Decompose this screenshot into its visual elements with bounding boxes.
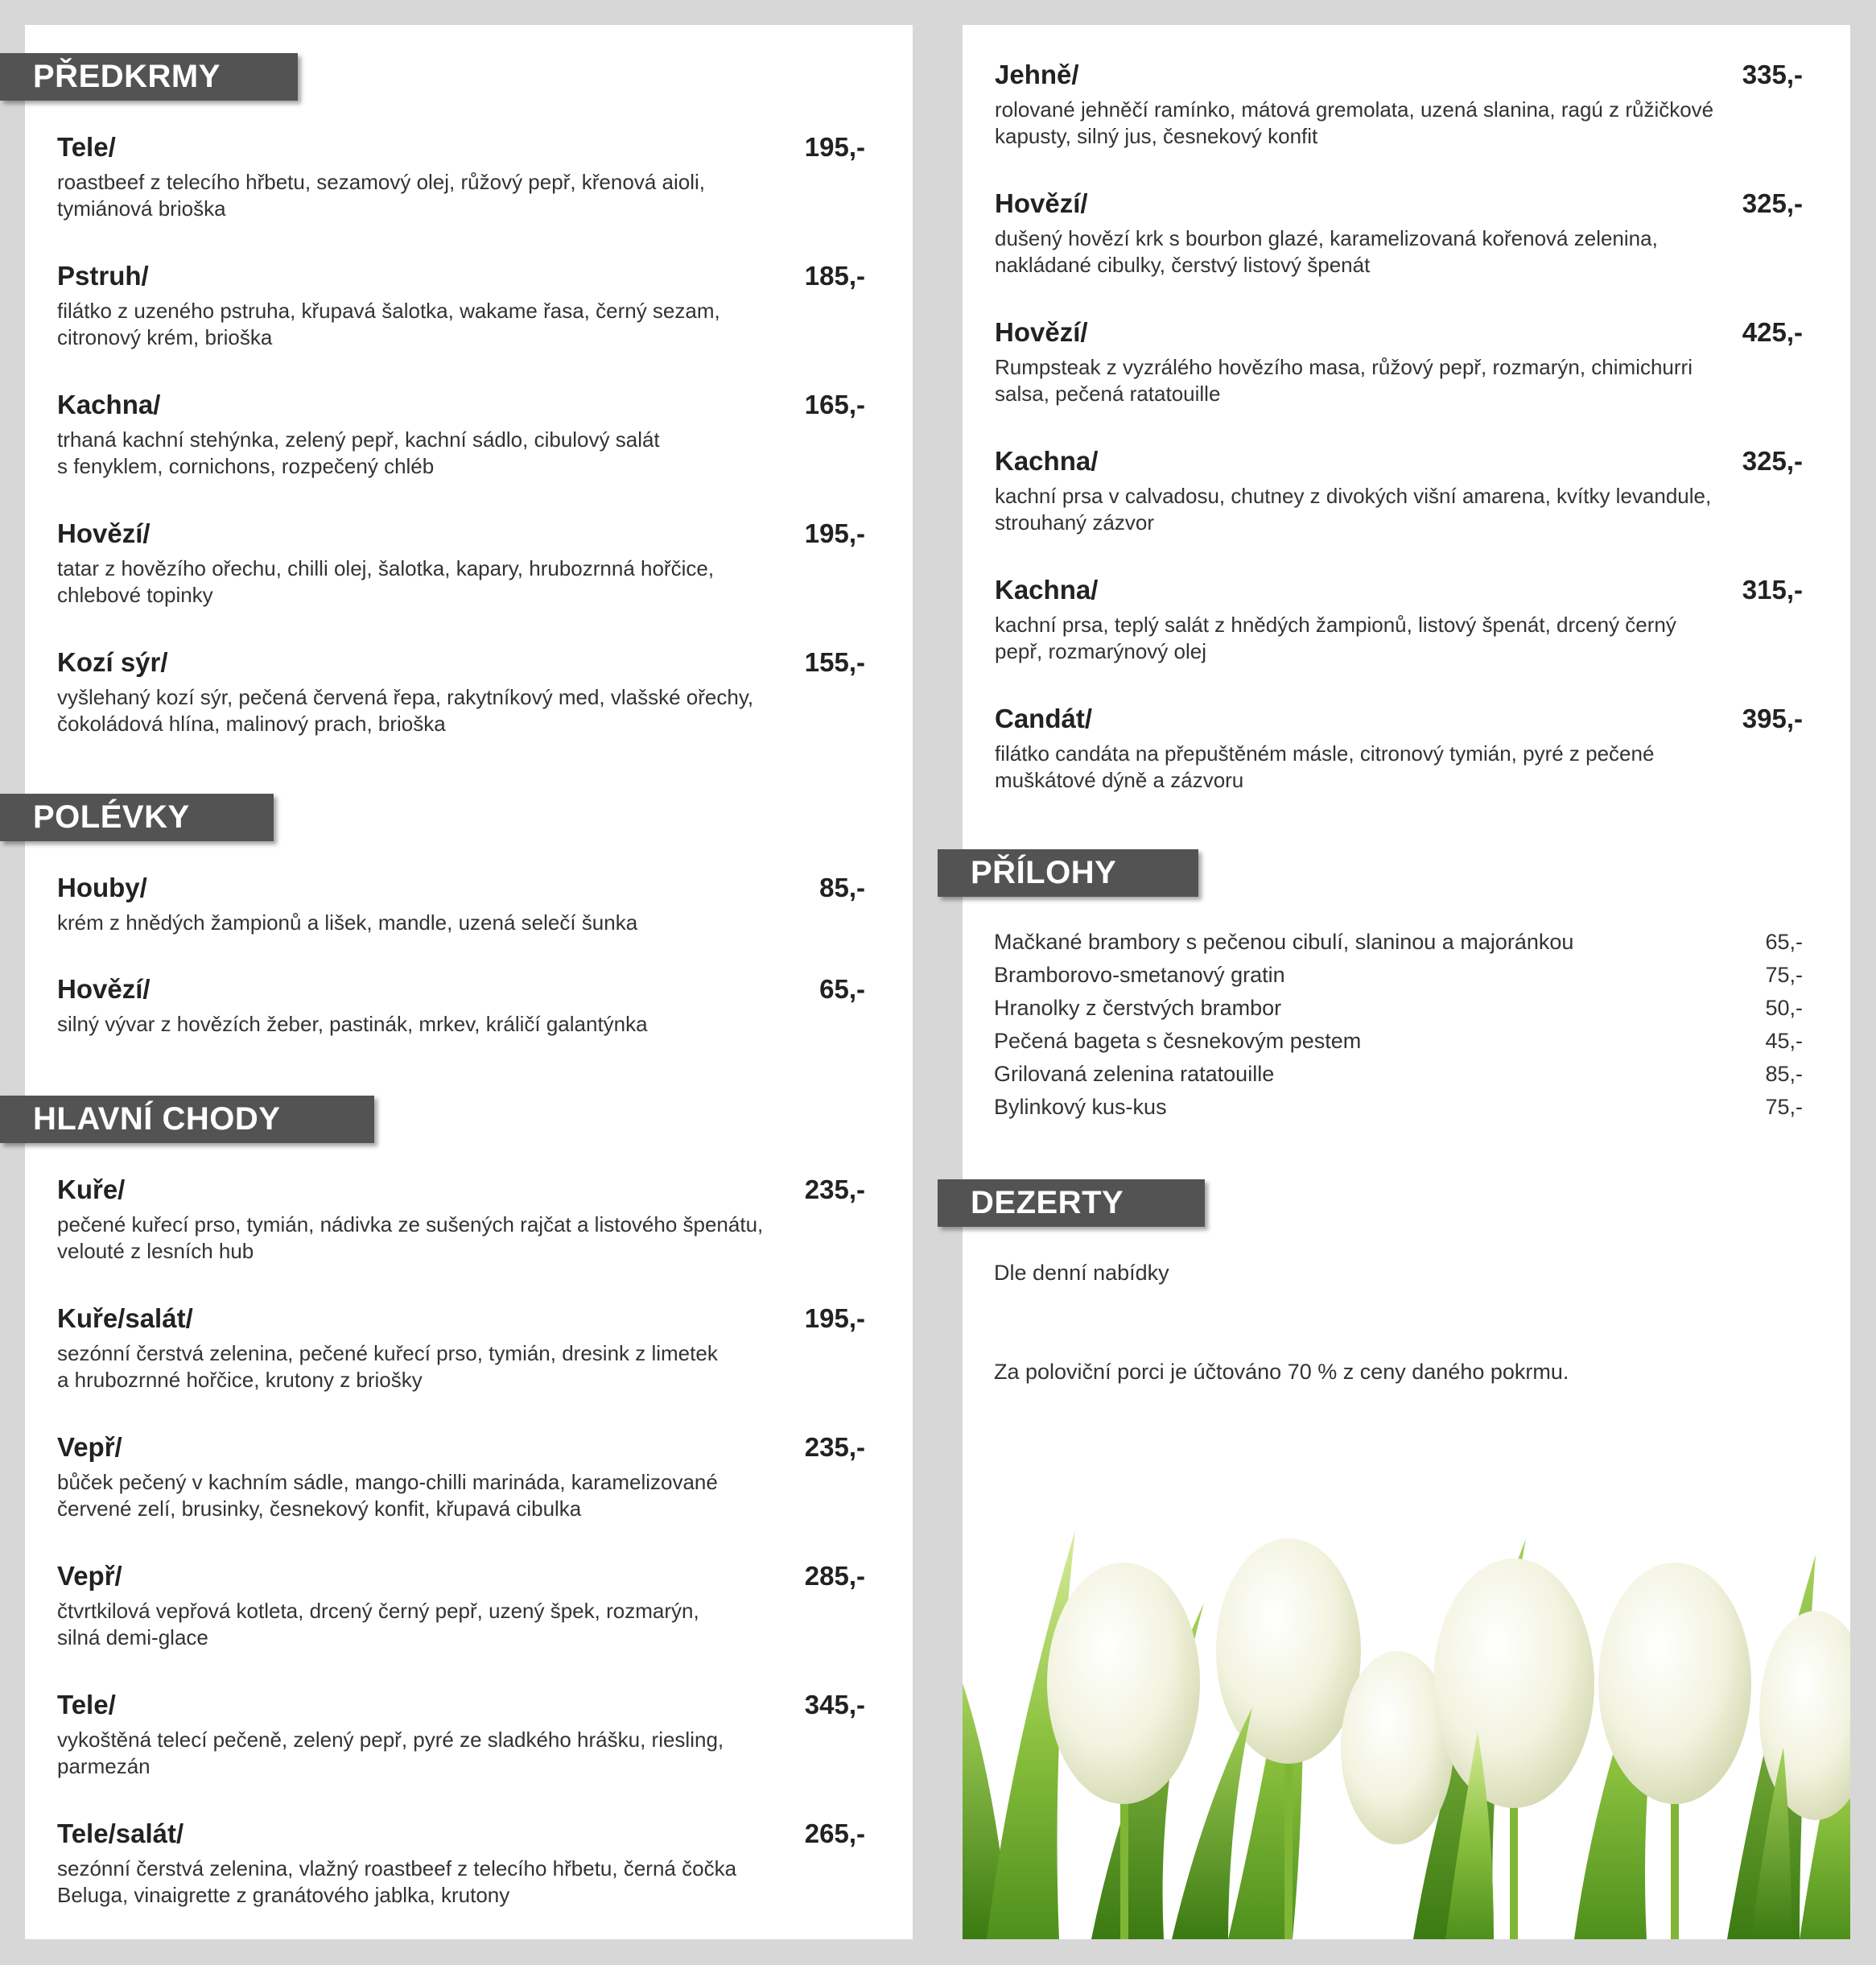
menu-item <box>57 261 865 382</box>
section-header-dezerty: DEZERTY <box>938 1179 1205 1227</box>
menu-item-name: Hovězí/ <box>995 317 1088 347</box>
menu-item <box>57 1432 865 1553</box>
menu-item-description: pečené kuřecí prso, tymián, nádivka ze sušených rajčat a listového špenátu, velouté z lesních hub <box>57 1212 764 1263</box>
side-dish-row <box>994 963 1803 995</box>
side-dish-price: 75,- <box>1765 963 1803 987</box>
menu-item <box>995 575 1803 696</box>
side-dish-row <box>994 996 1803 1028</box>
menu-item-description: dušený hovězí krk s bourbon glazé, karamelizovaná kořenová zelenina, nakládané cibulky, čerstvý listový špenát <box>995 226 1658 277</box>
menu-item-name: Tele/ <box>57 1690 116 1719</box>
menu-item-description: roastbeef z telecího hřbetu, sezamový olej, růžový pepř, křenová aioli, tymiánová brioška <box>57 170 705 221</box>
side-dish-name: Bylinkový kus-kus <box>994 1095 1167 1119</box>
menu-item-price: 345,- <box>804 1690 865 1719</box>
menu-item-description: filátko z uzeného pstruha, křupavá šalotka, wakame řasa, černý sezam, citronový krém, brioška <box>57 299 720 349</box>
menu-item <box>57 518 865 639</box>
menu-item <box>57 1818 865 1939</box>
menu-item <box>995 704 1803 824</box>
menu-item-description: bůček pečený v kachním sádle, mango-chilli marináda, karamelizované červené zelí, brusinky, česnekový konfit, křupavá cibulka <box>57 1470 718 1521</box>
menu-item-price: 315,- <box>1742 575 1803 605</box>
side-dish-row <box>994 1029 1803 1061</box>
menu-item <box>57 132 865 253</box>
menu-item-description: rolované jehněčí ramínko, mátová gremolata, uzená slanina, ragú z růžičkové kapusty, silný jus, česnekový konfit <box>995 97 1714 148</box>
side-dish-name: Mačkané brambory s pečenou cibulí, slaninou a majoránkou <box>994 930 1574 954</box>
menu-item-description: čtvrtkilová vepřová kotleta, drcený černý pepř, uzený špek, rozmarýn, silná demi-glace <box>57 1599 699 1649</box>
menu-item-name: Kuře/ <box>57 1174 126 1204</box>
menu-item-price: 165,- <box>804 390 865 419</box>
menu-item-description: filátko candáta na přepuštěném másle, citronový tymián, pyré z pečené muškátové dýně a zázvoru <box>995 741 1655 792</box>
menu-item-description: kachní prsa, teplý salát z hnědých žampionů, listový špenát, drcený černý pepř, rozmarýnový olej <box>995 613 1676 663</box>
menu-item-description: trhaná kachní stehýnka, zelený pepř, kachní sádlo, cibulový salát s fenyklem, cornichons, rozpečený chléb <box>57 427 660 478</box>
menu-item <box>57 974 865 1067</box>
menu-item-price: 85,- <box>819 873 865 902</box>
menu-item-price: 425,- <box>1742 317 1803 347</box>
menu-item-name: Kozí sýr/ <box>57 647 168 677</box>
menu-item <box>995 317 1803 438</box>
menu-item-name: Candát/ <box>995 704 1093 733</box>
menu-item-price: 265,- <box>804 1818 865 1848</box>
menu-item-name: Kachna/ <box>57 390 161 419</box>
menu-item-name: Pstruh/ <box>57 261 149 291</box>
menu-item-price: 235,- <box>804 1432 865 1462</box>
side-dish-name: Hranolky z čerstvých brambor <box>994 996 1282 1020</box>
menu-item-price: 325,- <box>1742 188 1803 218</box>
menu-item <box>57 873 865 966</box>
menu-item-description: tatar z hovězího ořechu, chilli olej, šalotka, kapary, hrubozrnná hořčice, chlebové topinky <box>57 556 715 607</box>
menu-item-price: 285,- <box>804 1561 865 1591</box>
tulips-image <box>963 1442 1850 1939</box>
side-dish-price: 75,- <box>1765 1095 1803 1119</box>
menu-item <box>57 1561 865 1682</box>
menu-item-price: 195,- <box>804 1303 865 1333</box>
menu-item-description: vyšlehaný kozí sýr, pečená červená řepa, rakytníkový med, vlašské ořechy, čokoládová hlína, malinový prach, brioška <box>57 685 754 736</box>
menu-item-name: Tele/ <box>57 132 116 162</box>
side-dish-row <box>994 1062 1803 1094</box>
menu-item-description: krém z hnědých žampionů a lišek, mandle, uzená selečí šunka <box>57 910 638 935</box>
menu-item-name: Kachna/ <box>995 575 1099 605</box>
menu-item-description: vykoštěná telecí pečeně, zelený pepř, pyré ze sladkého hrášku, riesling, parmezán <box>57 1728 724 1778</box>
menu-item-price: 395,- <box>1742 704 1803 733</box>
section-header-hlavni-chody: HLAVNÍ CHODY <box>0 1096 374 1143</box>
menu-item <box>57 647 865 768</box>
menu-item-description: sezónní čerstvá zelenina, pečené kuřecí prso, tymián, dresink z limetek a hrubozrnné hořčice, krutony z briošky <box>57 1341 718 1392</box>
menu-item-name: Tele/salát/ <box>57 1818 184 1848</box>
menu-item-description: sezónní čerstvá zelenina, vlažný roastbeef z telecího hřbetu, černá čočka Beluga, vinaigrette z granátového jablka, krutony <box>57 1856 737 1907</box>
side-dish-row <box>994 1095 1803 1127</box>
menu-item-price: 325,- <box>1742 446 1803 476</box>
menu-item <box>57 1303 865 1424</box>
menu-item-description: silný vývar z hovězích žeber, pastinák, mrkev, králičí galantýnka <box>57 1012 648 1036</box>
side-dish-price: 85,- <box>1765 1062 1803 1086</box>
menu-item <box>57 1174 865 1295</box>
menu-item-price: 235,- <box>804 1174 865 1204</box>
menu-item-name: Hovězí/ <box>57 974 150 1004</box>
menu-item-price: 335,- <box>1742 60 1803 89</box>
side-dish-price: 50,- <box>1765 996 1803 1020</box>
menu-item-price: 195,- <box>804 518 865 548</box>
menu-item <box>57 1690 865 1810</box>
menu-item-price: 195,- <box>804 132 865 162</box>
side-dish-name: Pečená bageta s česnekovým pestem <box>994 1029 1362 1053</box>
menu-item-name: Kachna/ <box>995 446 1099 476</box>
side-dish-name: Bramborovo-smetanový gratin <box>994 963 1285 987</box>
section-header-predkrmy: PŘEDKRMY <box>0 53 298 101</box>
side-dish-name: Grilovaná zelenina ratatouille <box>994 1062 1275 1086</box>
menu-item <box>57 390 865 510</box>
menu-item-description: kachní prsa v calvadosu, chutney z divokých višní amarena, kvítky levandule, strouhaný zázvor <box>995 484 1712 535</box>
menu-item <box>995 188 1803 309</box>
menu-item <box>995 446 1803 567</box>
menu-item-name: Hovězí/ <box>995 188 1088 218</box>
side-dish-price: 65,- <box>1765 930 1803 954</box>
menu-item-name: Vepř/ <box>57 1432 122 1462</box>
menu-item-price: 155,- <box>804 647 865 677</box>
menu-item <box>995 60 1803 180</box>
menu-item-name: Kuře/salát/ <box>57 1303 193 1333</box>
menu-item-price: 65,- <box>819 974 865 1004</box>
menu-item-name: Jehně/ <box>995 60 1079 89</box>
menu-item-name: Hovězí/ <box>57 518 150 548</box>
menu-item-name: Vepř/ <box>57 1561 122 1591</box>
dezerty-text: Dle denní nabídky <box>994 1261 1169 1285</box>
section-header-prilohy: PŘÍLOHY <box>938 849 1198 897</box>
side-dish-row <box>994 930 1803 962</box>
menu-item-description: Rumpsteak z vyzrálého hovězího masa, růžový pepř, rozmarýn, chimichurri salsa, pečená ratatouille <box>995 355 1693 406</box>
half-portion-note: Za poloviční porci je účtováno 70 % z ceny daného pokrmu. <box>994 1360 1569 1384</box>
menu-item-price: 185,- <box>804 261 865 291</box>
side-dish-price: 45,- <box>1765 1029 1803 1053</box>
menu-item-name: Houby/ <box>57 873 147 902</box>
section-header-polevky: POLÉVKY <box>0 794 274 841</box>
